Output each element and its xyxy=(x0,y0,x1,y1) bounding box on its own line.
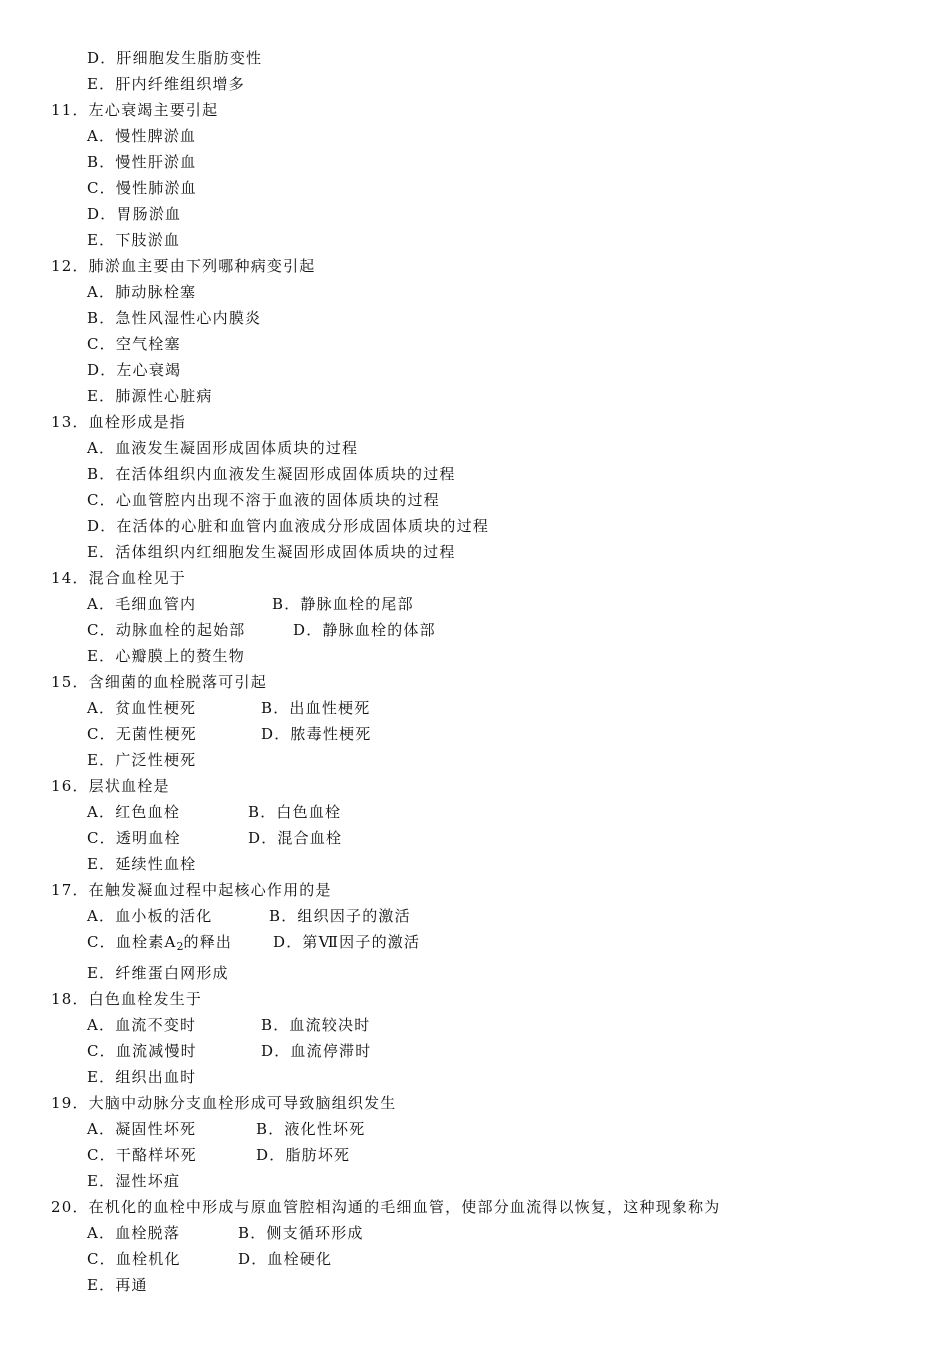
question-11-option-c: C．慢性肺淤血 xyxy=(87,179,197,197)
question-16-option-e: E．延续性血栓 xyxy=(87,855,197,873)
question-15-option-b: B．出血性梗死 xyxy=(261,699,371,717)
question-12-option-a: A．肺动脉栓塞 xyxy=(87,283,197,301)
question-13-option-b: B．在活体组织内血液发生凝固形成固体质块的过程 xyxy=(87,465,456,483)
question-13-option-c: C．心血管腔内出现不溶于血液的固体质块的过程 xyxy=(87,491,440,509)
question-14-option-d: D．静脉血栓的体部 xyxy=(293,621,436,639)
question-11-option-a: A．慢性脾淤血 xyxy=(87,127,197,145)
question-13-option-d: D．在活体的心脏和血管内血液成分形成固体质块的过程 xyxy=(87,517,490,535)
question-17-option-c-subscript: 2 xyxy=(176,940,184,953)
question-20-option-b: B．侧支循环形成 xyxy=(238,1224,364,1242)
question-18-option-b: B．血流较决时 xyxy=(261,1016,371,1034)
question-17-stem: 17．在触发凝血过程中起核心作用的是 xyxy=(51,881,332,899)
question-17-option-b: B．组织因子的激活 xyxy=(269,907,411,925)
question-12-option-d: D．左心衰竭 xyxy=(87,361,182,379)
question-19-stem: 19．大脑中动脉分支血栓形成可导致脑组织发生 xyxy=(51,1094,397,1112)
question-11-option-e: E．下肢淤血 xyxy=(87,231,181,249)
question-17-option-c-prefix: C．血栓素A xyxy=(87,933,177,951)
question-16-option-d: D．混合血栓 xyxy=(248,829,343,847)
question-18-option-e: E．组织出血时 xyxy=(87,1068,197,1086)
question-19-option-c: C．干酪样坏死 xyxy=(87,1146,197,1164)
option-e: E．肝内纤维组织增多 xyxy=(87,75,245,93)
question-14-option-b: B．静脉血栓的尾部 xyxy=(272,595,414,613)
question-14-option-e: E．心瓣膜上的赘生物 xyxy=(87,647,245,665)
question-18-option-d: D．血流停滞时 xyxy=(261,1042,372,1060)
question-14-stem: 14．混合血栓见于 xyxy=(51,569,186,587)
question-14-option-c: C．动脉血栓的起始部 xyxy=(87,621,246,639)
question-18-option-a: A．血流不变时 xyxy=(87,1016,197,1034)
question-11-stem: 11．左心衰竭主要引起 xyxy=(51,101,219,119)
question-15-option-d: D．脓毒性梗死 xyxy=(261,725,372,743)
question-13-option-e: E．活体组织内红细胞发生凝固形成固体质块的过程 xyxy=(87,543,456,561)
question-15-option-c: C．无菌性梗死 xyxy=(87,725,197,743)
question-13-stem: 13．血栓形成是指 xyxy=(51,413,186,431)
option-d: D．肝细胞发生脂肪变性 xyxy=(87,49,263,67)
question-13-option-a: A．血液发生凝固形成固体质块的过程 xyxy=(87,439,359,457)
question-16-stem: 16．层状血栓是 xyxy=(51,777,170,795)
question-19-option-e: E．湿性坏疽 xyxy=(87,1172,181,1190)
question-12-option-b: B．急性风湿性心内膜炎 xyxy=(87,309,262,327)
question-20-option-e: E．再通 xyxy=(87,1276,148,1294)
question-11-option-b: B．慢性肝淤血 xyxy=(87,153,197,171)
question-15-option-e: E．广泛性梗死 xyxy=(87,751,197,769)
question-20-option-d: D．血栓硬化 xyxy=(238,1250,333,1268)
question-16-option-a: A．红色血栓 xyxy=(87,803,181,821)
question-12-stem: 12．肺淤血主要由下列哪种病变引起 xyxy=(51,257,316,275)
question-16-option-c: C．透明血栓 xyxy=(87,829,181,847)
question-20-option-a: A．血栓脱落 xyxy=(87,1224,181,1242)
question-18-option-c: C．血流减慢时 xyxy=(87,1042,197,1060)
question-17-option-c-suffix: 的释出 xyxy=(183,933,233,951)
question-12-option-c: C．空气栓塞 xyxy=(87,335,181,353)
question-17-option-c xyxy=(87,932,232,957)
question-15-stem: 15．含细菌的血栓脱落可引起 xyxy=(51,673,267,691)
question-18-stem: 18．白色血栓发生于 xyxy=(51,990,203,1008)
question-20-stem: 20．在机化的血栓中形成与原血管腔相沟通的毛细血管，使部分血流得以恢复，这种现象称为 xyxy=(51,1198,721,1216)
question-15-option-a: A．贫血性梗死 xyxy=(87,699,197,717)
question-19-option-b: B．液化性坏死 xyxy=(256,1120,366,1138)
question-16-option-b: B．白色血栓 xyxy=(248,803,342,821)
question-17-option-e: E．纤维蛋白网形成 xyxy=(87,964,229,982)
question-17-option-a: A．血小板的活化 xyxy=(87,907,213,925)
question-14-option-a: A．毛细血管内 xyxy=(87,595,197,613)
question-11-option-d: D．胃肠淤血 xyxy=(87,205,182,223)
question-17-option-d: D．第Ⅶ因子的激活 xyxy=(273,933,421,951)
question-19-option-a: A．凝固性坏死 xyxy=(87,1120,197,1138)
question-20-option-c: C．血栓机化 xyxy=(87,1250,181,1268)
question-19-option-d: D．脂肪坏死 xyxy=(256,1146,351,1164)
question-12-option-e: E．肺源性心脏病 xyxy=(87,387,213,405)
